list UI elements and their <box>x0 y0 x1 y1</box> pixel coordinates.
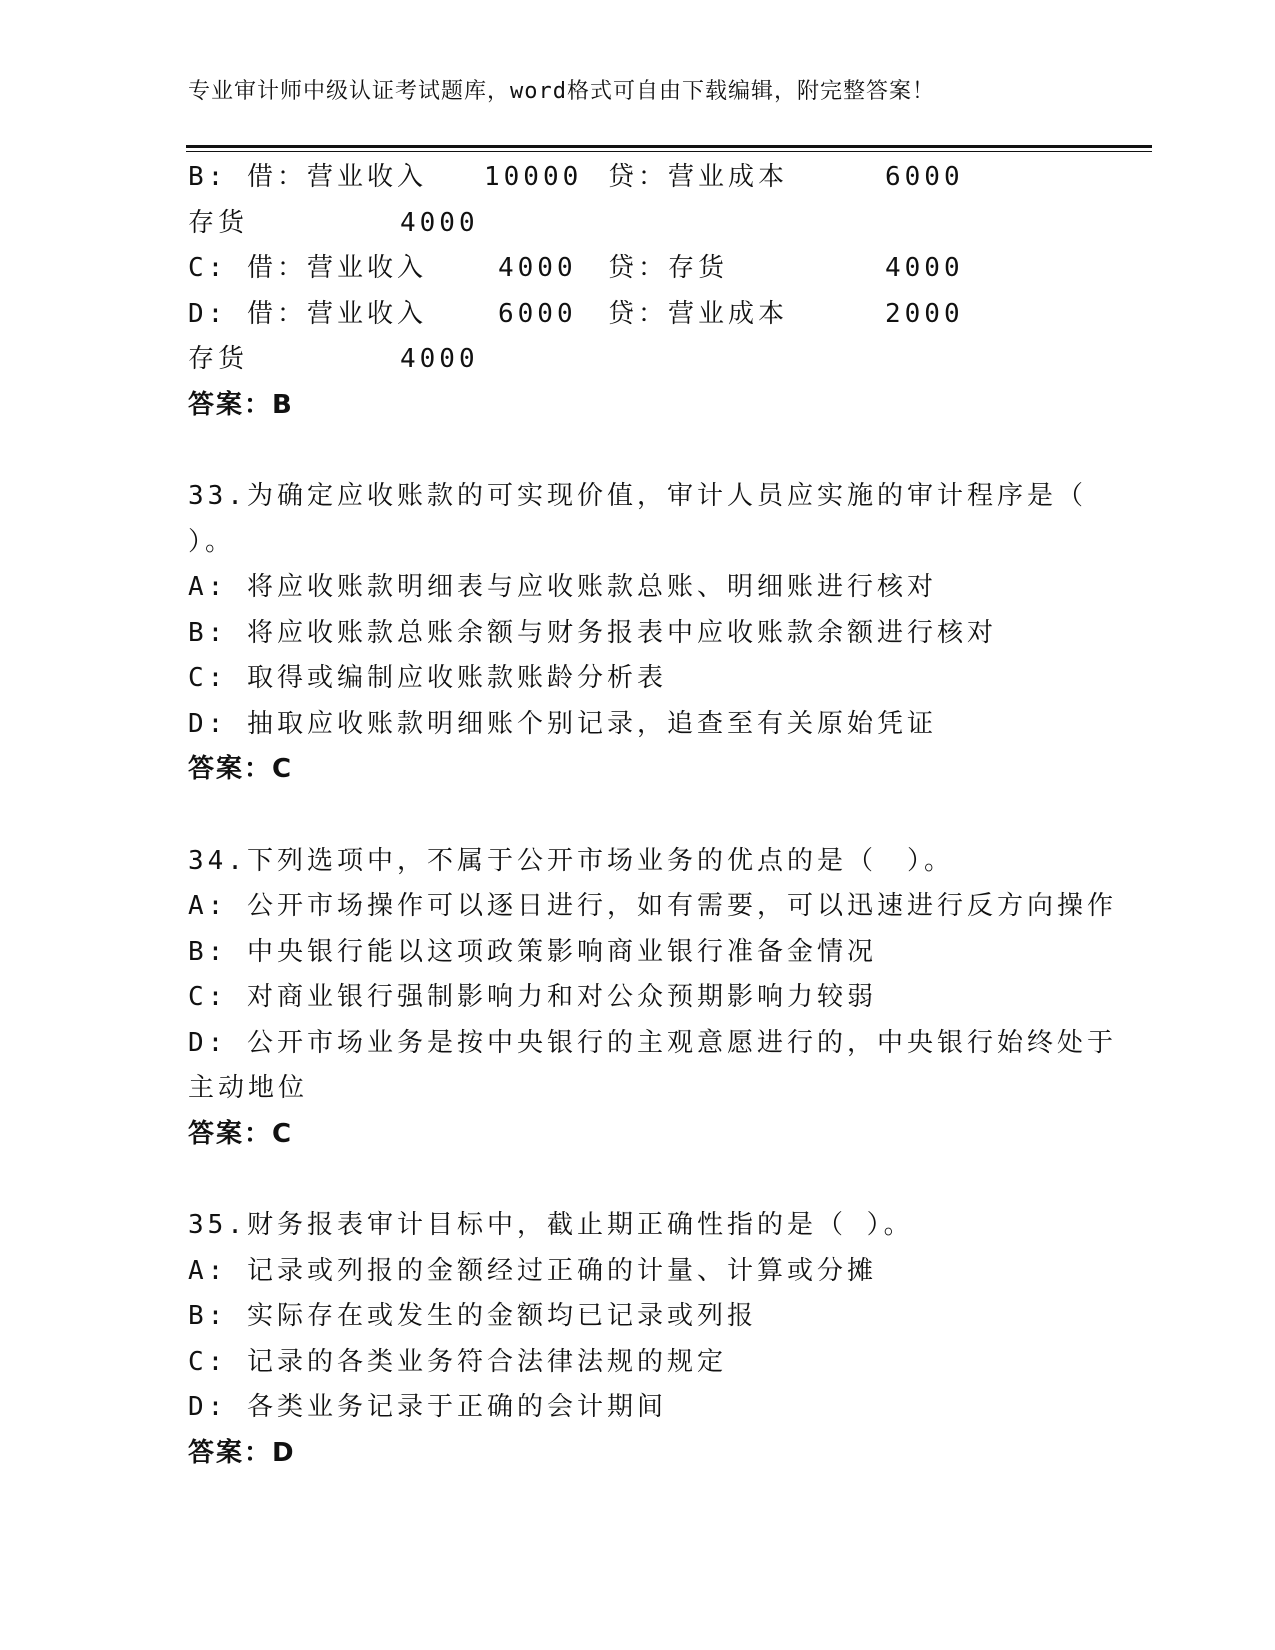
answer-line: 答案：D <box>188 1437 296 1468</box>
journal-row <box>188 246 1088 292</box>
credit-account: 贷：存货 <box>608 253 729 283</box>
option-a: A: 将应收账款明细表与应收账款总账、明细账进行核对 <box>188 572 937 602</box>
option-c: C: 对商业银行强制影响力和对公众预期影响力较弱 <box>188 982 877 1012</box>
credit-amount: 2000 <box>885 298 964 329</box>
question-stem: 33.为确定应收账款的可实现价值，审计人员应实施的审计程序是（ <box>188 481 1087 511</box>
prev-question-block <box>188 155 1088 428</box>
debit-amount: 4000 <box>498 253 577 283</box>
option-label: D: 借：营业收入 <box>188 298 427 329</box>
option-d: D: 抽取应收账款明细账个别记录，追查至有关原始凭证 <box>188 708 937 739</box>
option-b: B: 将应收账款总账余额与财务报表中应收账款余额进行核对 <box>188 617 997 648</box>
credit-account: 贷：营业成本 <box>608 298 789 329</box>
answer-line: 答案：C <box>188 754 294 784</box>
credit-amount: 6000 <box>885 162 964 192</box>
header-divider-thick <box>186 145 1152 148</box>
journal-row <box>188 155 1088 201</box>
header-divider-thin <box>186 151 1152 152</box>
option-a: A: 公开市场操作可以逐日进行，如有需要，可以迅速进行反方向操作 <box>188 891 1117 921</box>
question-block-34 <box>188 839 1117 1158</box>
question-stem: 34.下列选项中，不属于公开市场业务的优点的是（ ）。 <box>188 845 954 876</box>
option-d-continued: 主动地位 <box>188 1073 309 1103</box>
option-d: D: 公开市场业务是按中央银行的主观意愿进行的，中央银行始终处于 <box>188 1027 1117 1058</box>
option-c: C: 记录的各类业务符合法律法规的规定 <box>188 1346 727 1377</box>
debit-amount: 6000 <box>498 298 577 329</box>
answer-line: 答案：C <box>188 1118 294 1149</box>
amount: 4000 <box>400 344 479 374</box>
question-block-35 <box>188 1203 1088 1476</box>
option-d: D: 各类业务记录于正确的会计期间 <box>188 1392 667 1422</box>
account-name: 存货 <box>188 344 249 374</box>
journal-row <box>188 337 1088 383</box>
question-block-33 <box>188 474 1088 793</box>
page-header: 专业审计师中级认证考试题库，word格式可自由下载编辑，附完整答案！ <box>188 79 935 104</box>
question-stem: 35.财务报表审计目标中，截止期正确性指的是（ ）。 <box>188 1210 914 1240</box>
credit-account: 贷：营业成本 <box>608 162 789 192</box>
credit-amount: 4000 <box>885 253 964 283</box>
option-label: C: 借：营业收入 <box>188 253 427 283</box>
option-b: B: 实际存在或发生的金额均已记录或列报 <box>188 1301 757 1331</box>
journal-row <box>188 292 1088 338</box>
account-name: 存货 <box>188 207 249 238</box>
answer-line: 答案：B <box>188 389 294 420</box>
option-label: B: 借：营业收入 <box>188 162 427 192</box>
debit-amount: 10000 <box>484 162 583 192</box>
option-a: A: 记录或列报的金额经过正确的计量、计算或分摊 <box>188 1255 877 1286</box>
question-stem: ）。 <box>188 526 236 557</box>
amount: 4000 <box>400 207 479 238</box>
journal-row <box>188 201 1088 247</box>
document-body <box>188 155 1117 1476</box>
option-c: C: 取得或编制应收账款账龄分析表 <box>188 663 667 693</box>
option-b: B: 中央银行能以这项政策影响商业银行准备金情况 <box>188 936 877 967</box>
